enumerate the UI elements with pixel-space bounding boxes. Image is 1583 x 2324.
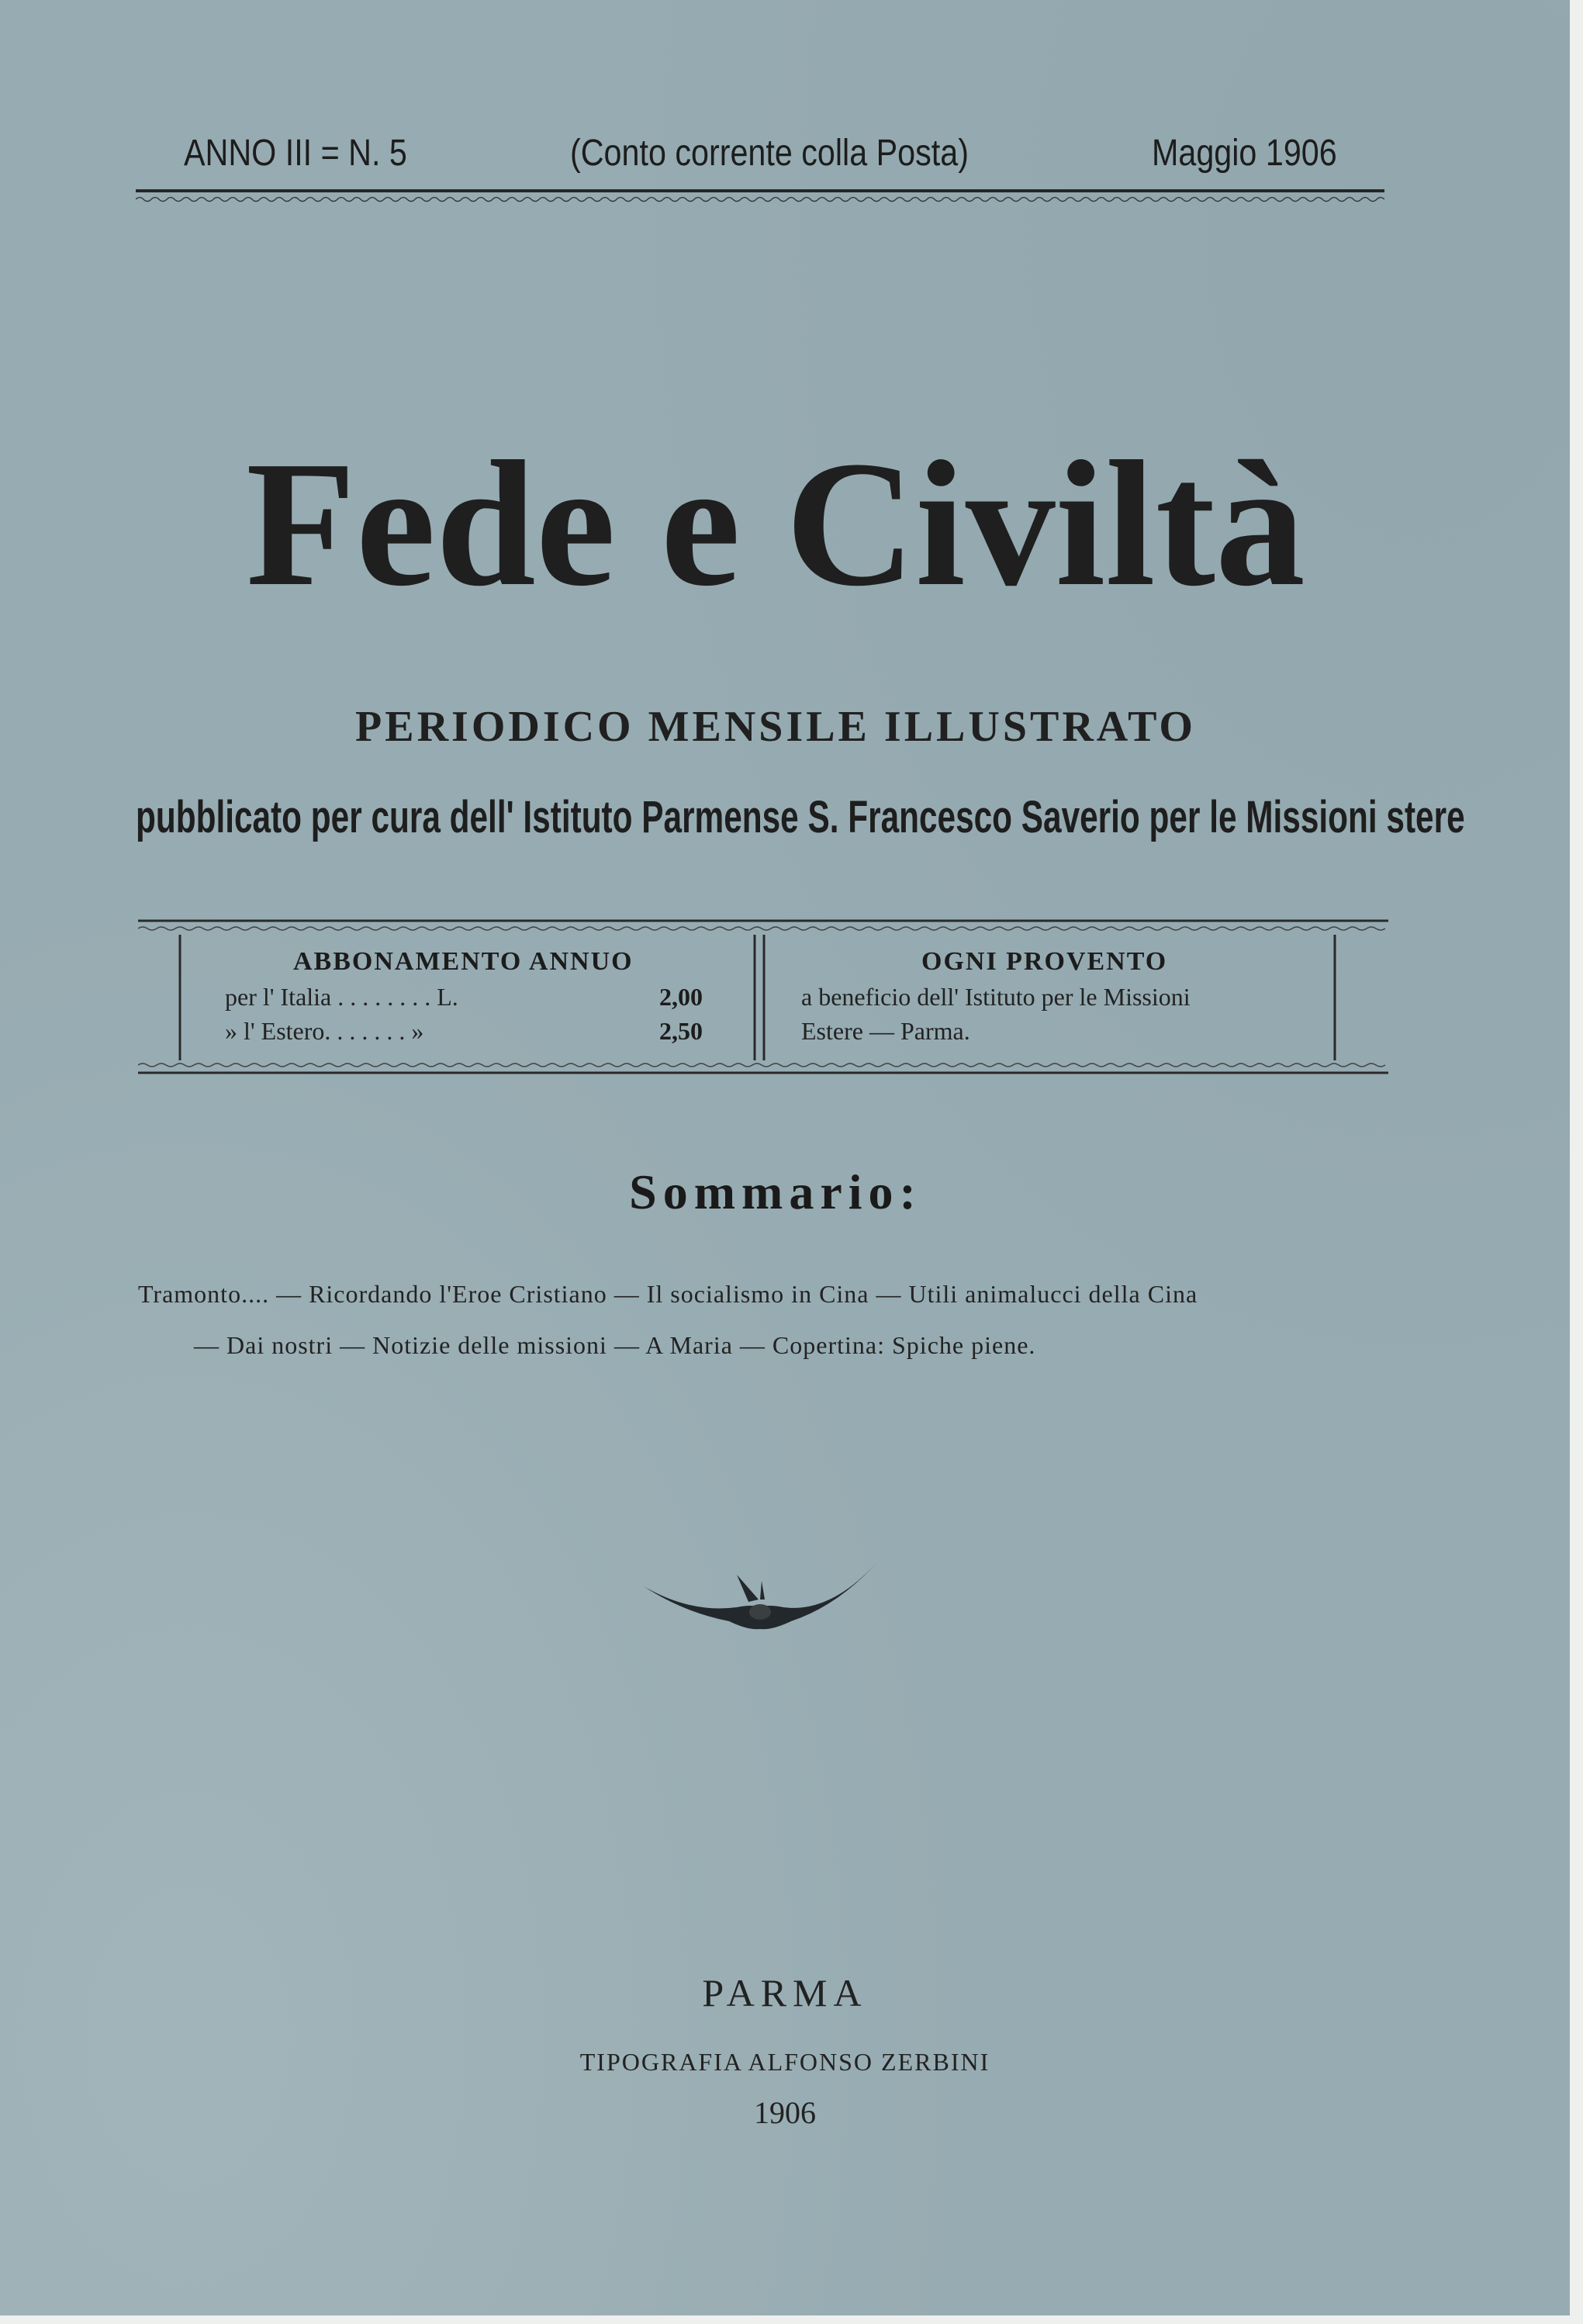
proceeds-line-1: a beneficio dell' Istituto per le Missioni: [801, 983, 1191, 1011]
header-rule: [136, 189, 1384, 192]
subscription-row-italy-value: 2,00: [659, 983, 703, 1011]
issue-date: Maggio 1906: [1152, 133, 1337, 174]
subscription-row-abroad-value: 2,50: [659, 1017, 703, 1045]
issue-number: ANNO III = N. 5: [184, 133, 407, 174]
masthead-subtitle: PERIODICO MENSILE ILLUSTRATO: [355, 703, 1196, 751]
subscription-row-abroad-label: » l' Estero. . . . . . . »: [225, 1017, 424, 1045]
subscription-box: [138, 919, 1388, 1074]
subscription-row-italy-label: per l' Italia . . . . . . . . L.: [225, 983, 458, 1011]
publisher-line: pubblicato per cura dell' Istituto Parmense S. Francesco Saverio per le Missioni stere: [136, 792, 1465, 842]
imprint-printer: TIPOGRAFIA ALFONSO ZERBINI: [579, 2048, 990, 2076]
proceeds-line-2: Estere — Parma.: [801, 1017, 970, 1045]
imprint-year: 1906: [754, 2095, 816, 2130]
contents-line-1: Tramonto.... — Ricordando l'Eroe Cristiano — Il socialismo in Cina — Utili animalucci della Cina: [138, 1280, 1198, 1308]
postal-note: (Conto corrente colla Posta): [570, 133, 969, 174]
swallow-ornament-icon: [644, 1559, 876, 1644]
header-wavy-rule: [136, 195, 1384, 203]
subscription-heading: ABBONAMENTO ANNUO: [293, 947, 634, 976]
header-row: [136, 132, 1388, 194]
masthead-title: Fede e Civiltà: [246, 424, 1305, 624]
contents-heading: Sommario:: [629, 1164, 922, 1219]
imprint-city: PARMA: [702, 1971, 868, 2014]
contents-line-2: — Dai nostri — Notizie delle missioni — A Maria — Copertina: Spiche piene.: [194, 1331, 1036, 1359]
proceeds-heading: OGNI PROVENTO: [921, 947, 1168, 976]
